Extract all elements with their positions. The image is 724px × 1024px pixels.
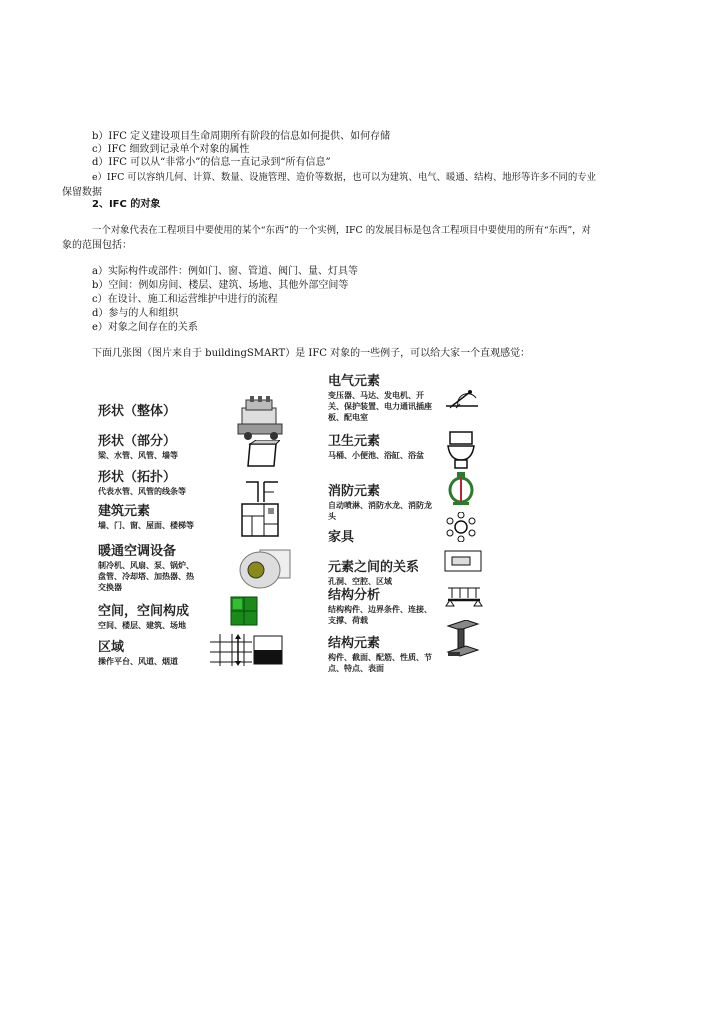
figure-item-title: 家具: [328, 530, 355, 545]
figure-item-title: 元素之间的关系: [328, 560, 420, 575]
switch-icon: [444, 384, 480, 410]
figure-item-title: 空间，空间构成: [98, 604, 190, 619]
figure-item-desc: 制冷机、风扇、泵、锅炉、盘管、冷却塔、加热器、热交换器: [98, 561, 194, 592]
figure-item: [328, 374, 438, 423]
list2-item: a）实际构件或部件：例如门、窗、管道、阀门、量、灯具等: [92, 266, 358, 277]
list2-item: d）参与的人和组织: [92, 308, 179, 319]
ifc-objects-figure: [88, 374, 488, 694]
list1-item: e）IFC 可以容纳几何、计算、数量、设施管理、造价等数据，也可以为建筑、电气、暖通、结构、地形等许多不同的专业: [92, 172, 597, 183]
figure-item-title: 形状（拓扑）: [98, 470, 177, 485]
figure-item-desc: 梁、水管、风管、墙等: [98, 451, 178, 460]
equipment-shape-icon: [234, 396, 290, 442]
i-beam-icon: [446, 620, 480, 660]
figure-item-desc: 操作平台、风道、烟道: [98, 657, 178, 666]
load-beam-icon: [444, 586, 484, 610]
figure-item-desc: 墙、门、窗、屋面、楼梯等: [98, 521, 194, 530]
figure-item: [98, 404, 228, 420]
list1-item: 保留数据: [62, 187, 102, 198]
figure-item: [328, 588, 438, 626]
list2-item: e）对象之间存在的关系: [92, 322, 198, 333]
figure-item-title: 暖通空调设备: [98, 544, 177, 559]
figure-item-title: 区域: [98, 640, 125, 655]
figure-item-title: 消防元素: [328, 484, 381, 499]
figure-item: [328, 484, 438, 522]
intro-paragraph: 象的范围包括：: [62, 240, 132, 251]
figure-item: [328, 530, 438, 546]
figure-item-desc: 自动喷淋、消防水龙、消防龙头: [328, 501, 432, 521]
figure-caption: 下面几张图（图片来自于 buildingSMART）是 IFC 对象的一些例子，可以给大家一个直观感觉：: [92, 348, 531, 359]
figure-item: [98, 504, 238, 531]
list2-item: c）在设计、施工和运营维护中进行的流程: [92, 294, 278, 305]
figure-item-title: 建筑元素: [98, 504, 151, 519]
figure-item-desc: 变压器、马达、发电机、开关、保护装置、电力通讯插座板、配电室: [328, 391, 432, 422]
table-chairs-icon: [446, 512, 476, 542]
figure-item: [98, 544, 238, 593]
topology-line-icon: [244, 478, 280, 504]
figure-item: [98, 470, 238, 497]
figure-item: [328, 636, 438, 674]
figure-item-desc: 孔洞、空腔、区域: [328, 577, 392, 586]
list1-item: c）IFC 细致到记录单个对象的属性: [92, 144, 250, 155]
figure-item-desc: 结构构件、边界条件、连接、支撑、荷载: [328, 605, 432, 625]
list2-item: b）空间：例如房间、楼层、建筑、场地、其他外部空间等: [92, 280, 349, 291]
figure-item-title: 形状（整体）: [98, 404, 177, 419]
figure-item: [328, 434, 438, 461]
figure-item-title: 形状（部分）: [98, 434, 177, 449]
building-plan-icon: [240, 502, 280, 538]
list1-item: d）IFC 可以从“非常小”的信息一直记录到“所有信息”: [92, 157, 331, 168]
figure-item-title: 电气元素: [328, 374, 381, 389]
figure-item-title: 结构分析: [328, 588, 381, 603]
intro-paragraph: 一个对象代表在工程项目中要使用的某个“东西”的一个实例，IFC 的发展目标是包含工程项目中要使用的所有“东西”，对: [92, 225, 591, 236]
figure-item-desc: 构件、截面、配筋、性质、节点、特点、表面: [328, 653, 432, 673]
figure-item-desc: 空间、楼层、建筑、场地: [98, 621, 186, 630]
figure-item-desc: 马桶、小便池、浴缸、浴盆: [328, 451, 424, 460]
zone-icon: [208, 632, 284, 668]
figure-item: [328, 560, 438, 587]
fan-unit-icon: [234, 548, 292, 590]
opening-icon: [444, 550, 482, 572]
figure-item-title: 结构元素: [328, 636, 381, 651]
list1-item: b）IFC 定义建设项目生命周期所有阶段的信息如何提供、如何存储: [92, 131, 391, 142]
partial-shape-icon: [244, 440, 280, 470]
space-grid-icon: [230, 596, 258, 626]
toilet-icon: [446, 430, 476, 470]
figure-item-title: 卫生元素: [328, 434, 381, 449]
figure-item: [98, 604, 238, 631]
figure-item-desc: 代表水管、风管的线条等: [98, 487, 186, 496]
sprinkler-icon: [446, 472, 476, 508]
section-title: 2、IFC 的对象: [92, 199, 161, 210]
figure-item: [98, 434, 228, 461]
